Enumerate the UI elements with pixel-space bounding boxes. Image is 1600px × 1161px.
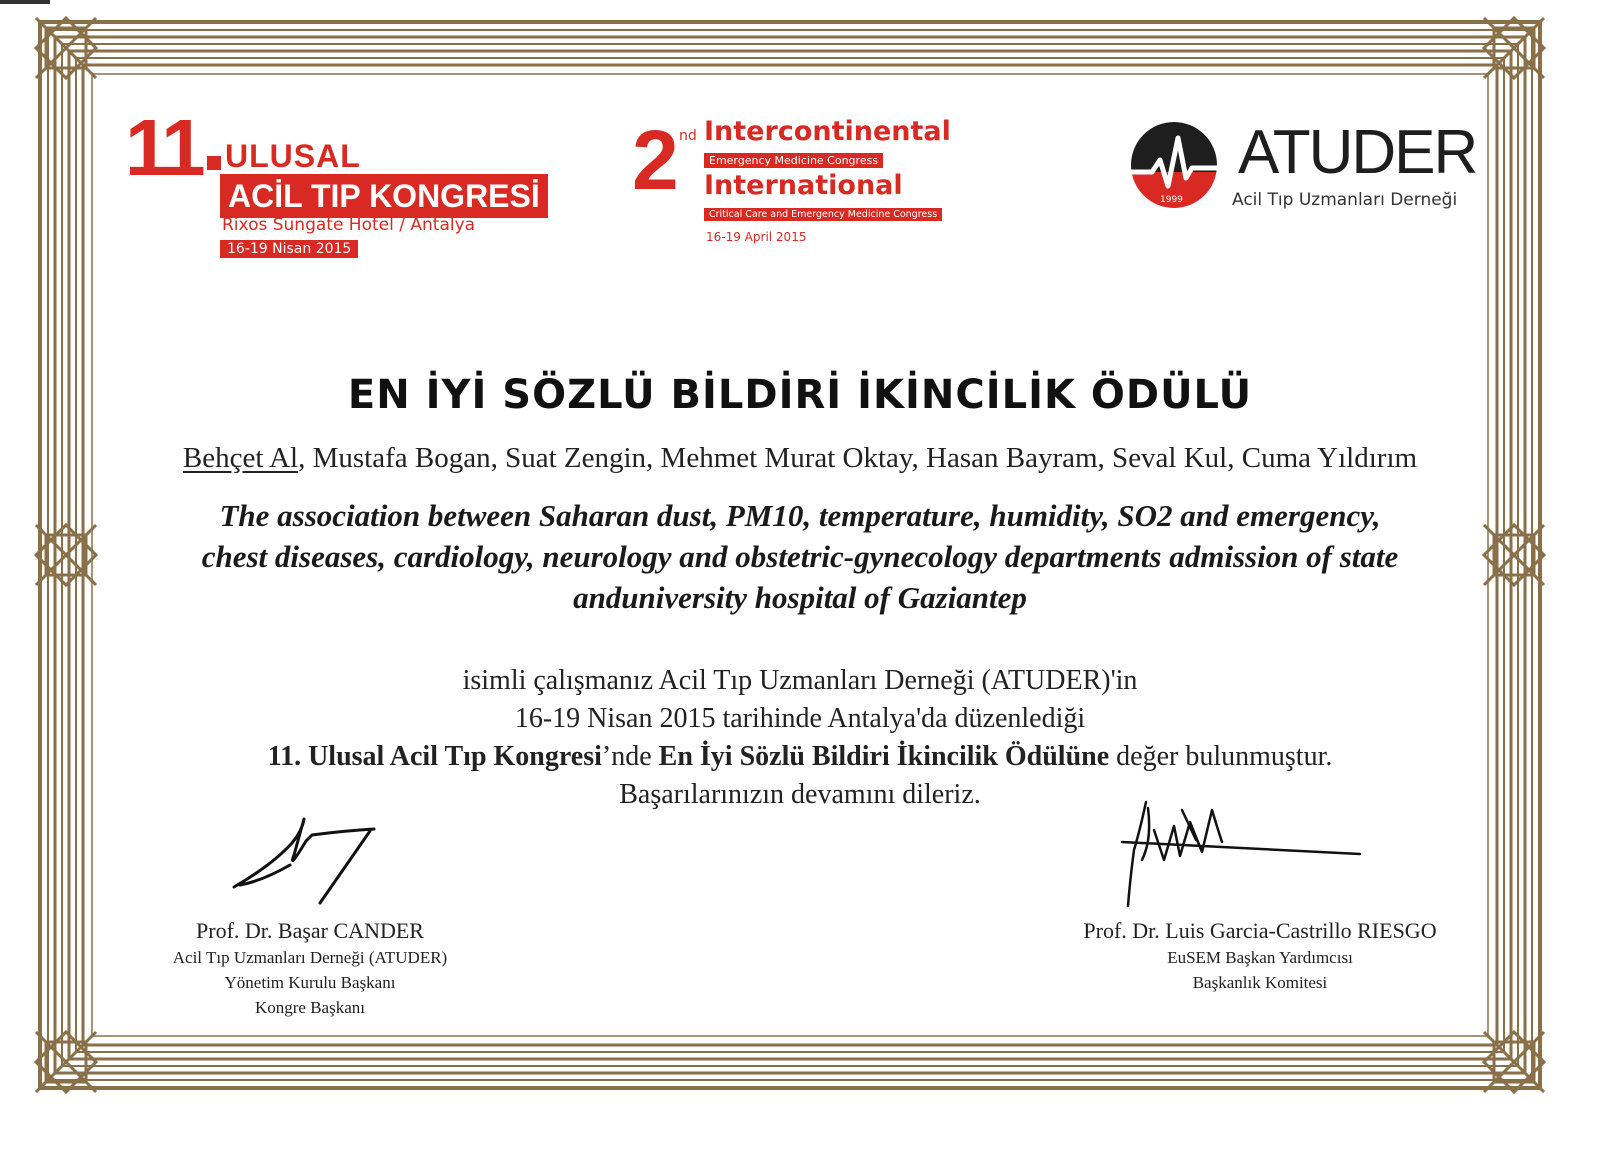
frame-corner-bottom-right [1484,1032,1544,1092]
left-signature-image [232,815,382,910]
message-line-3-text-1: ’nde [601,741,659,772]
ulusal-logo-dot [207,156,221,170]
message-line-2: 16-19 Nisan 2015 tarihinde Antalya'da düzenlediği [514,703,1086,734]
right-signatory-name: Prof. Dr. Luis Garcia-Castrillo RIESGO [1083,918,1437,943]
intercontinental-logo-title: Intercontinental [704,116,951,147]
award-title: EN İYİ SÖZLÜ BİLDİRİ İKİNCİLİK ÖDÜLÜ [347,372,1253,418]
award-message [0,662,1600,814]
message-line-1: isimli çalışmanız Acil Tıp Uzmanları Derneği (ATUDER)'in [462,665,1138,696]
right-signatory-line-2: Başkanlık Komitesi [1192,973,1328,992]
atuder-logo-name: ATUDER [1238,118,1477,187]
frame-corner-bottom-left [36,1032,96,1092]
other-authors: , Mustafa Bogan, Suat Zengin, Mehmet Murat Oktay, Hasan Bayram, Seval Kul, Cuma Yıldırım [298,442,1418,474]
ulusal-logo-word: ULUSAL [225,138,361,174]
message-line-3 [0,738,1600,776]
right-signatory-line-1: EuSEM Başkan Yardımcısı [1167,948,1353,967]
award-name: En İyi Sözlü Bildiri İkincilik Ödülüne [658,741,1110,772]
authors-line [0,442,1600,475]
message-line-3-text-2: değer bulunmuştur. [1109,741,1333,772]
ulusal-logo-date: 16-19 Nisan 2015 [220,240,358,258]
left-signatory-line-1: Acil Tıp Uzmanları Derneği (ATUDER) [172,948,448,967]
left-signatory-name: Prof. Dr. Başar CANDER [196,918,424,943]
atuder-logo [1130,120,1480,230]
first-author: Behçet Al [182,442,299,474]
paper-title: The association between Saharan dust, PM10, temperature, humidity, SO2 and emergency, chest diseases, cardiology, neurology and obstetric-gynecology departments admission of state anduniversity hospital of Gaziantep [201,498,1399,615]
intercontinental-logo-superscript: nd [679,128,697,144]
intercontinental-congress-logo [632,113,962,256]
ulusal-congress-logo [125,103,545,268]
ulusal-logo-bar: ACİL TIP KONGRESİ [220,174,548,218]
left-signatory-line-2: Yönetim Kurulu Başkanı [224,973,396,992]
message-line-4: Başarılarınızın devamını dileriz. [619,779,981,810]
right-signatory [1040,917,1480,995]
frame-corner-top-right [1484,18,1544,78]
intercontinental-logo-number: 2 [632,113,679,207]
congress-name: 11. Ulusal Acil Tıp Kongresi [267,741,602,772]
international-logo-subtitle: Critical Care and Emergency Medicine Congress [704,208,942,221]
frame-corner-top-left [36,18,96,78]
international-logo-title: International [704,170,903,201]
intercontinental-logo-date: 16-19 April 2015 [706,230,807,244]
left-signatory-line-3: Kongre Başkanı [254,998,365,1017]
ulusal-logo-number: 11 [125,103,202,192]
right-signature-image [1112,800,1372,910]
intercontinental-logo-subtitle: Emergency Medicine Congress [704,153,883,168]
left-signatory [110,917,510,1020]
ulusal-logo-venue: Rixos Sungate Hotel / Antalya [222,215,476,235]
atuder-logo-subtitle: Acil Tıp Uzmanları Derneği [1232,190,1458,210]
atuder-logo-year: 1999 [1160,195,1183,205]
